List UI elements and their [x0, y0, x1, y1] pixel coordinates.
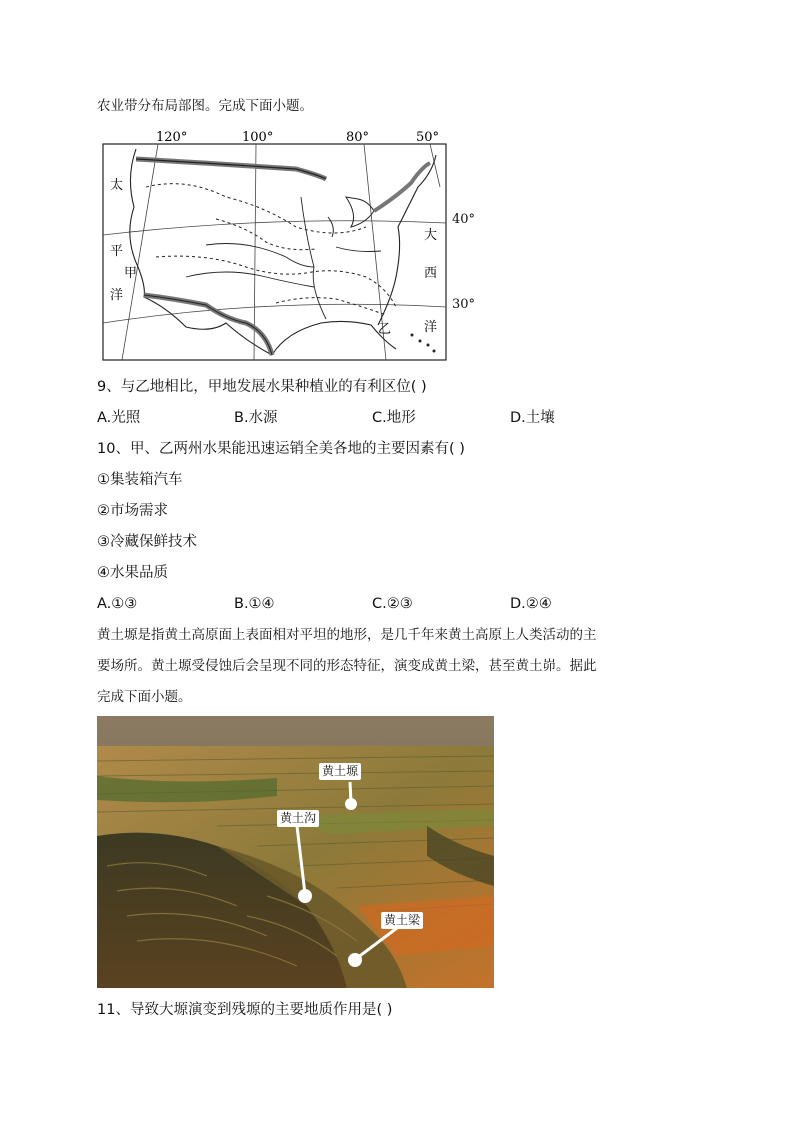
lon-label-120: 120° [156, 130, 188, 145]
lon-label-100: 100° [242, 130, 274, 145]
label-atlantic-1: 大 [424, 228, 438, 243]
q10-option-d: D.②④ [510, 596, 552, 612]
lat-label-40-outer: 40° [452, 212, 476, 227]
label-huangtu-yuan: 黄土塬 [319, 763, 361, 780]
intro-text-1: 农业带分布局部图。完成下面小题。 [97, 98, 313, 114]
label-pacific-2: 平 [110, 244, 124, 259]
label-yi: 乙 [378, 322, 392, 337]
q10-item-2: ②市场需求 [97, 503, 168, 519]
label-atlantic-3: 洋 [424, 320, 438, 335]
question-9-stem: 9、与乙地相比，甲地发展水果种植业的有利区位( ) [97, 379, 427, 395]
q9-option-c: C.地形 [372, 410, 416, 426]
q10-item-4: ④水果品质 [97, 565, 168, 581]
lon-label-80: 80° [346, 130, 370, 145]
q10-option-b: B.①④ [234, 596, 275, 612]
q9-option-a: A.光照 [97, 410, 141, 426]
q10-item-1: ①集装箱汽车 [97, 472, 183, 488]
label-pacific-1: 太 [110, 178, 124, 193]
label-jia: 甲 [124, 266, 138, 281]
q9-option-b: B.水源 [234, 410, 278, 426]
label-pacific-3: 洋 [110, 288, 124, 303]
q9-option-d: D.土壤 [510, 410, 555, 426]
label-atlantic-2: 西 [424, 266, 438, 281]
label-huangtu-gou: 黄土沟 [277, 810, 319, 827]
intro-text-2-line1: 黄土塬是指黄土高原面上表面相对平坦的地形，是几千年来黄土高原上人类活动的主 [97, 627, 597, 643]
lon-label-50: 50° [416, 130, 440, 145]
intro-text-2-line2: 要场所。黄土塬受侵蚀后会呈现不同的形态特征，演变成黄土梁，甚至黄土峁。据此 [97, 658, 597, 674]
q10-item-3: ③冷藏保鲜技术 [97, 534, 197, 550]
lat-label-30-outer: 30° [452, 297, 476, 312]
q10-option-a: A.①③ [97, 596, 138, 612]
q10-option-c: C.②③ [372, 596, 413, 612]
question-10-stem: 10、甲、乙两州水果能迅速运销全美各地的主要因素有( ) [97, 441, 465, 457]
label-huangtu-liang: 黄土梁 [381, 912, 423, 929]
intro-text-2-line3: 完成下面小题。 [97, 689, 192, 705]
loess-plateau-photo [97, 716, 494, 988]
question-11-stem: 11、导致大塬演变到残塬的主要地质作用是( ) [97, 1002, 393, 1018]
agriculture-map [96, 127, 450, 363]
